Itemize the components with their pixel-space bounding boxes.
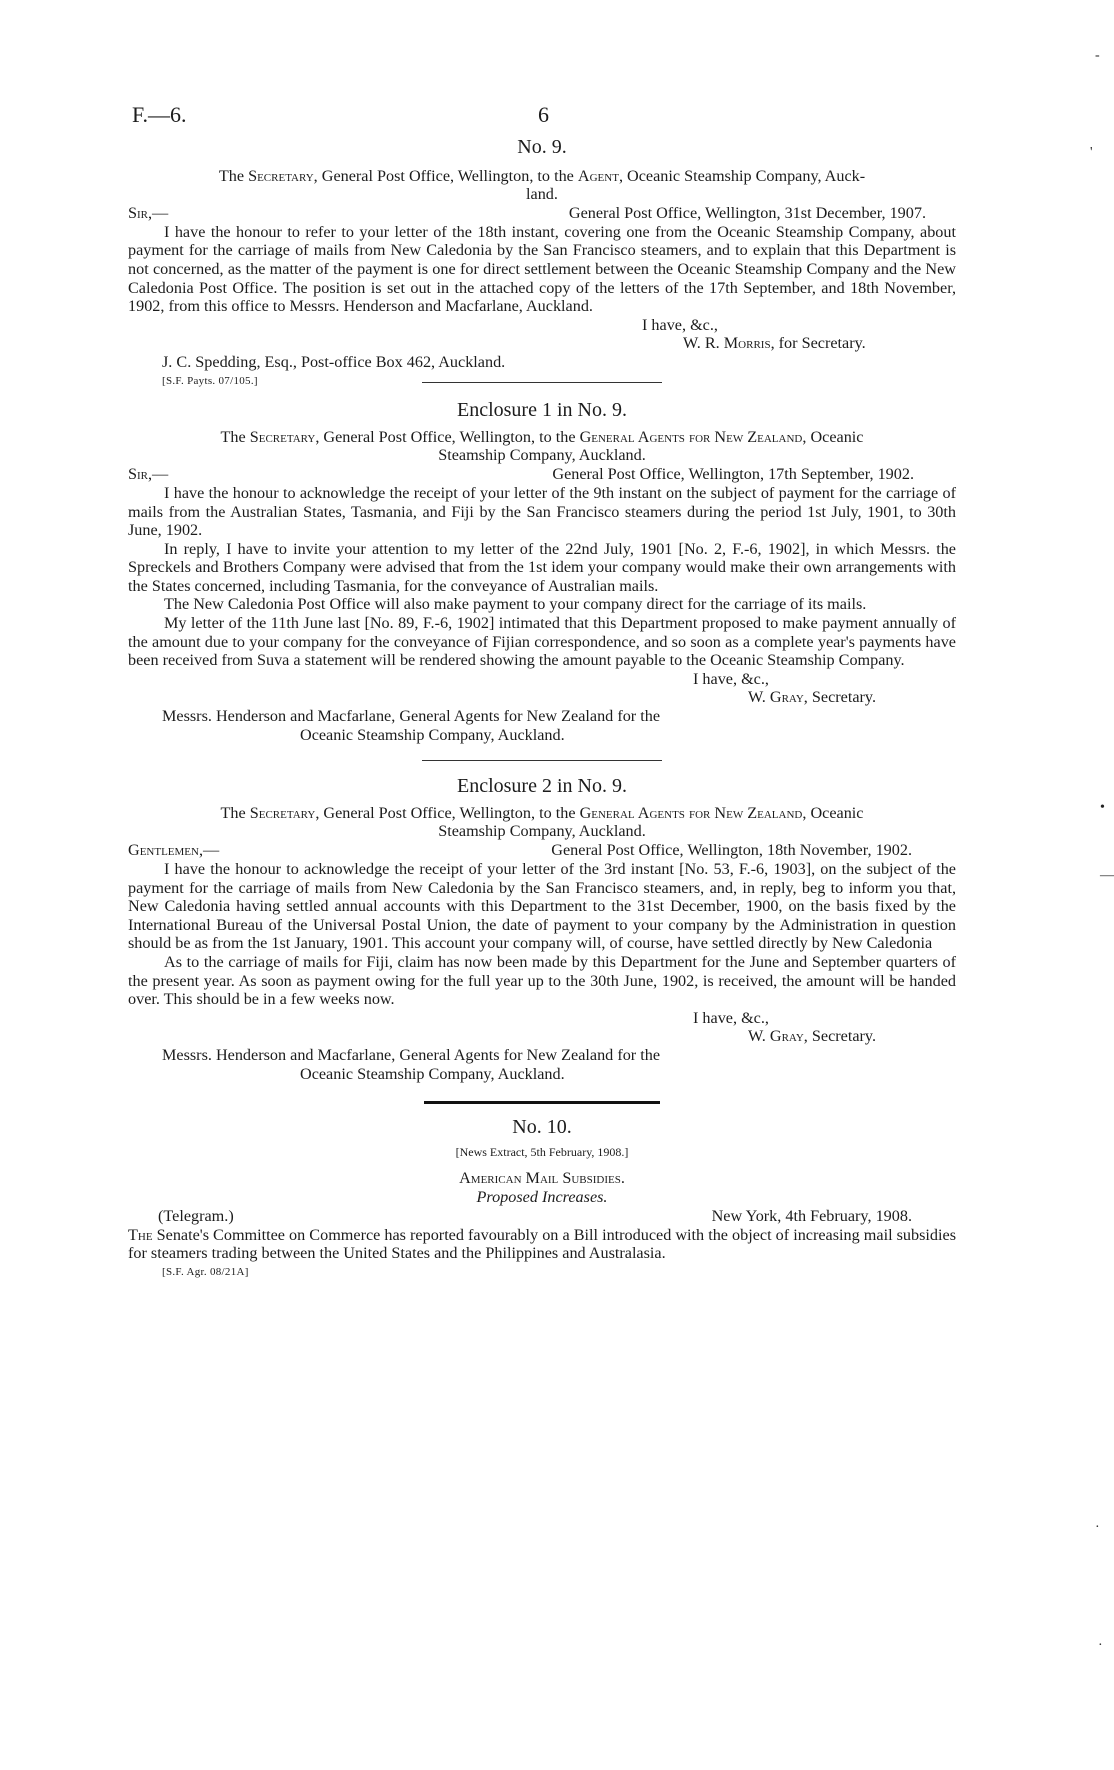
letter-date: General Post Office, Wellington, 18th November, 1902. [551, 841, 912, 859]
address-heading-no9: The Secretary, General Post Office, Wellington, to the Agent, Oceanic Steamship Company, Auck- land. [218, 166, 866, 204]
letter-date: General Post Office, Wellington, 17th September, 1902. [552, 464, 914, 483]
telegram-row [128, 1207, 956, 1226]
salutation-row-no9 [128, 204, 956, 223]
letter-date: General Post Office, Wellington, 31st December, 1907. [568, 203, 926, 222]
address-heading-enclosure-1: The Secretary, General Post Office, Wellington, to the General Agents for New Zealand, Oceanic Steamship Company, Auckland. [220, 427, 864, 465]
paragraph: The Senate's Committee on Commerce has reported favourably on a Bill introduced with the object of increasing mail subsidies for steamers trading between the United States and the Philippines and Australasia. [128, 1225, 956, 1263]
section-title-no10: No. 10. [512, 1116, 572, 1139]
document-reference: F.—6. [132, 102, 187, 127]
paragraph: As to the carriage of mails for Fiji, claim has now been made by this Department for the June and September quarters of the present year. As soon as payment owing for the full year up to the 30th June, 1902, is received, the amount will be handed over. This should be in a few weeks now. [128, 952, 956, 1009]
page-number: 6 [538, 102, 549, 127]
paragraph: My letter of the 11th June last [No. 89, F.-6, 1902] intimated that this Department proposed to make payment annually of the amount due to your company for the conveyance of Fijian correspondence, and so soon as a complete year's payments have been received from Suva a statement will be rendered showing the amount payable to the Oceanic Steamship Company. [128, 614, 956, 670]
section-title-enclosure-2: Enclosure 2 in No. 9. [457, 775, 627, 798]
salutation: Sir,— [128, 464, 169, 483]
closing: I have, &c., [693, 1008, 769, 1027]
salutation: Sir,— [128, 203, 169, 222]
paragraph: I have the honour to acknowledge the receipt of your letter of the 3rd instant [No. 53, F.-6, 1903], on the subject of the payment for the carriage of mails from New Caledonia by the San Francisco steamers, and, in reply, beg to inform you that, New Caledonia having settled annual accounts with this Department to the 31st December, 1900, on the basis fixed by the International Bureau of the Universal Postal Union, the date of payment to your company by the Administration in question should be as from the 1st January, 1901. This account your company will, of course, have settled directly by New Caledonia [128, 860, 956, 953]
paragraph: I have the honour to acknowledge the receipt of your letter of the 9th instant on the subject of payment for the carriage of mails from the Australian States, Tasmania, and Fiji by the San Francisco steamers during the period 1st July, 1901, to 30th June, 1902. [128, 483, 956, 540]
paragraph: In reply, I have to invite your attention to my letter of the 22nd July, 1901 [No. 2, F.-6, 1902], in which Messrs. the Spreckels and Brothers Company were advised that from the 1st idem your company would make their own arrangements with the States concerned, including Tasmania, for the conveyance of Australian mails. [128, 539, 956, 595]
salutation: Gentlemen,— [128, 841, 220, 859]
recipient: J. C. Spedding, Esq., Post-office Box 462, Auckland. [162, 352, 506, 371]
signature: W. Gray, Secretary. [748, 1027, 876, 1046]
paragraph: The New Caledonia Post Office will also make payment to your company direct for the carriage of its mails. [164, 595, 867, 614]
signature: W. R. Morris, for Secretary. [683, 334, 866, 353]
scan-mark: - [1095, 48, 1100, 63]
salutation-row-enclosure-2 [128, 841, 956, 860]
scan-mark: ' [1090, 145, 1093, 160]
article-heading: American Mail Subsidies. [459, 1169, 625, 1188]
recipient: Messrs. Henderson and Macfarlane, General Agents for New Zealand for the Oceanic Steamship Company, Auckland. [162, 707, 661, 744]
scan-mark: · [1098, 1638, 1103, 1653]
closing: I have, &c., [693, 669, 769, 688]
section-title-no9: No. 9. [517, 136, 567, 158]
file-reference: [S.F. Agr. 08/21A] [162, 1265, 249, 1278]
dateline: New York, 4th February, 1908. [711, 1206, 912, 1225]
address-heading-enclosure-2: The Secretary, General Post Office, Wellington, to the General Agents for New Zealand, Oceanic Steamship Company, Auckland. [220, 803, 864, 841]
paragraph: I have the honour to refer to your letter of the 18th instant, covering one from the Oceanic Steamship Company, about payment for the carriage of mails from New Caledonia by the San Francisco steamers, and to explain that this Department is not concerned, as the matter of the payment is one for direct settlement between the Oceanic Steamship Company and the New Caledonia Post Office. The position is set out in the attached copy of the letters of the 17th September, and 18th November, 1902, from this office to Messrs. Henderson and Macfarlane, Auckland. [128, 222, 956, 316]
salutation-row-enclosure-1 [128, 465, 956, 484]
scan-mark: • [1100, 800, 1105, 815]
section-title-enclosure-1: Enclosure 1 in No. 9. [457, 399, 627, 422]
telegram-label: (Telegram.) [158, 1206, 234, 1225]
file-reference: [S.F. Payts. 07/105.] [162, 374, 258, 387]
scan-mark: — [1100, 868, 1114, 883]
scan-mark: · [1095, 1520, 1100, 1535]
closing: I have, &c., [642, 315, 718, 334]
document-page [128, 100, 956, 1281]
news-source: [News Extract, 5th February, 1908.] [455, 1144, 629, 1159]
signature: W. Gray, Secretary. [748, 688, 876, 707]
recipient: Messrs. Henderson and Macfarlane, General Agents for New Zealand for the Oceanic Steamship Company, Auckland. [162, 1045, 661, 1083]
article-subheading: Proposed Increases. [476, 1187, 608, 1206]
